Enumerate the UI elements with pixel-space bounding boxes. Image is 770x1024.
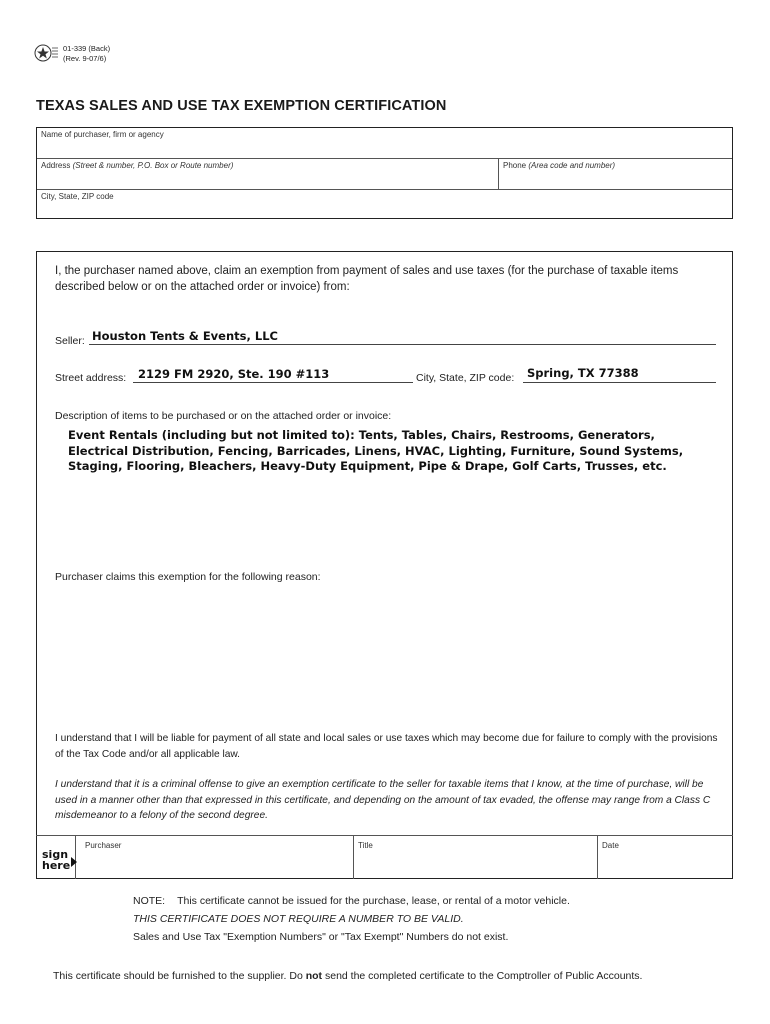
seller-value[interactable]: Houston Tents & Events, LLC bbox=[92, 329, 278, 343]
purchaser-name-field[interactable] bbox=[37, 128, 732, 158]
description-label: Description of items to be purchased or on the attached order or invoice: bbox=[55, 410, 392, 422]
address-label-note: (Street & number, P.O. Box or Route number) bbox=[72, 161, 234, 170]
footer-part2: send the completed certificate to the Comptroller of Public Accounts. bbox=[322, 970, 643, 982]
sign-here-marker bbox=[42, 849, 70, 871]
form-number: 01-339 (Back) bbox=[63, 44, 111, 53]
phone-label-note: (Area code and number) bbox=[528, 161, 616, 170]
note-prefix: NOTE: bbox=[133, 895, 166, 907]
form-title: TEXAS SALES AND USE TAX EXEMPTION CERTIFICATION bbox=[36, 98, 447, 114]
footer-bold: not bbox=[305, 970, 323, 982]
form-revision: (Rev. 9-07/6) bbox=[63, 54, 107, 63]
date-label: Date bbox=[602, 841, 619, 850]
phone-label-main: Phone bbox=[503, 161, 529, 170]
purchaser-signature-label: Purchaser bbox=[85, 841, 122, 850]
address-field[interactable] bbox=[37, 159, 498, 189]
city-state-zip-label: City, State, ZIP code bbox=[41, 192, 114, 201]
seller-label: Seller: bbox=[55, 335, 85, 347]
city-state-zip-field[interactable] bbox=[37, 190, 732, 218]
city-underline bbox=[523, 382, 716, 383]
purchaser-name-label: Name of purchaser, firm or agency bbox=[41, 130, 164, 139]
reason-field[interactable] bbox=[55, 590, 715, 720]
date-field[interactable] bbox=[598, 836, 732, 878]
note-line bbox=[133, 895, 570, 907]
seller-underline bbox=[89, 344, 716, 345]
street-address-label: Street address: bbox=[55, 372, 127, 384]
address-label-main: Address bbox=[41, 161, 73, 170]
seller-city-label: City, State, ZIP code: bbox=[416, 372, 515, 384]
seller-city-value[interactable]: Spring, TX 77388 bbox=[527, 366, 639, 380]
phone-field[interactable] bbox=[499, 159, 732, 189]
street-address-value[interactable]: 2129 FM 2920, Ste. 190 #113 bbox=[138, 367, 330, 381]
no-number-notice: THIS CERTIFICATE DOES NOT REQUIRE A NUMBER TO BE VALID. bbox=[133, 913, 464, 925]
purchaser-signature-field[interactable] bbox=[76, 836, 352, 878]
sign-here-line2: here bbox=[42, 859, 71, 872]
note-text: This certificate cannot be issued for the purchase, lease, or rental of a motor vehicle. bbox=[177, 895, 570, 907]
texas-comptroller-seal-icon bbox=[34, 42, 58, 64]
claim-intro-text: I, the purchaser named above, claim an exemption from payment of sales and use taxes (for the purchase of taxable items described below or on the attached order or invoice) from: bbox=[55, 265, 679, 293]
signer-title-label: Title bbox=[358, 841, 373, 850]
signer-title-field[interactable] bbox=[354, 836, 596, 878]
footer-part1: This certificate should be furnished to the supplier. Do bbox=[53, 970, 306, 982]
footer-instruction bbox=[53, 970, 642, 982]
description-value[interactable]: Event Rentals (including but not limited to): Tents, Tables, Chairs, Restrooms, Generators, Electrical Distribution, Fencing, Barricades, Linens, HVAC, Lighting, Furniture, Sound Systems, Staging, Flooring, Bleachers, Heavy-Duty Equipment, Pipe & Drape, Golf Carts, Trusses, etc. bbox=[68, 428, 684, 473]
form-number-block bbox=[63, 44, 110, 64]
liability-statement: I understand that I will be liable for payment of all state and local sales or use taxes which may become due for failure to comply with the provisions of the Tax Code and/or all applicable law. bbox=[55, 733, 718, 760]
criminal-offense-statement: I understand that it is a criminal offense to give an exemption certificate to the seller for taxable items that I know, at the time of purchase, will be used in a manner other than that expressed in this certificate, and depending on the amount of tax evaded, the offense may range from a Class C misdemeanor to a felony of the second degree. bbox=[55, 779, 711, 821]
sign-here-line1: sign bbox=[42, 848, 69, 861]
purchaser-info-box bbox=[36, 127, 733, 219]
street-underline bbox=[133, 382, 413, 383]
reason-label: Purchaser claims this exemption for the following reason: bbox=[55, 571, 321, 583]
exemption-numbers-notice: Sales and Use Tax "Exemption Numbers" or "Tax Exempt" Numbers do not exist. bbox=[133, 931, 509, 943]
